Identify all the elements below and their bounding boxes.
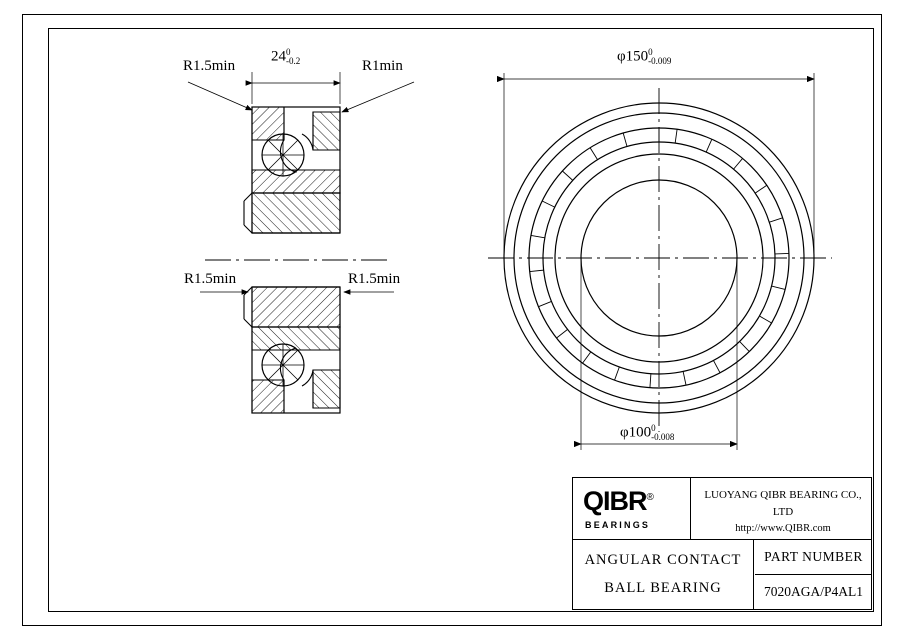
company-website: http://www.QIBR.com [735, 523, 831, 535]
dim-outer-diameter: φ150 0 -0.009 [617, 47, 672, 66]
title-block [572, 477, 872, 610]
brand-logo: QIBR® [583, 486, 653, 516]
company-info [697, 487, 869, 537]
part-number-cell [755, 540, 872, 610]
description-line-2: BALL BEARING [604, 580, 722, 596]
product-description [573, 540, 754, 610]
description-line-1: ANGULAR CONTACT [584, 552, 742, 569]
company-name: LUOYANG QIBR BEARING CO., LTD [704, 489, 862, 519]
note-chamfer-top-left: R1.5min [183, 58, 236, 74]
logo-subtext: BEARINGS [585, 520, 651, 530]
section-view [188, 72, 414, 413]
title-block-body [573, 540, 871, 610]
title-block-header [573, 478, 871, 540]
dim-width: 24 0 -0.2 [271, 47, 301, 66]
face-view [488, 73, 832, 450]
logo-cell [573, 478, 691, 539]
part-number-label: PART NUMBER [755, 540, 872, 575]
part-number-value: 7020AGA/P4AL1 [763, 584, 863, 599]
note-chamfer-top-right: R1min [362, 58, 403, 74]
dim-bore-diameter: φ100 0 -0.008 [620, 423, 675, 442]
registered-trademark-icon: ® [646, 492, 653, 503]
note-chamfer-bottom-left: R1.5min [184, 271, 237, 287]
note-chamfer-bottom-right: R1.5min [348, 271, 401, 287]
